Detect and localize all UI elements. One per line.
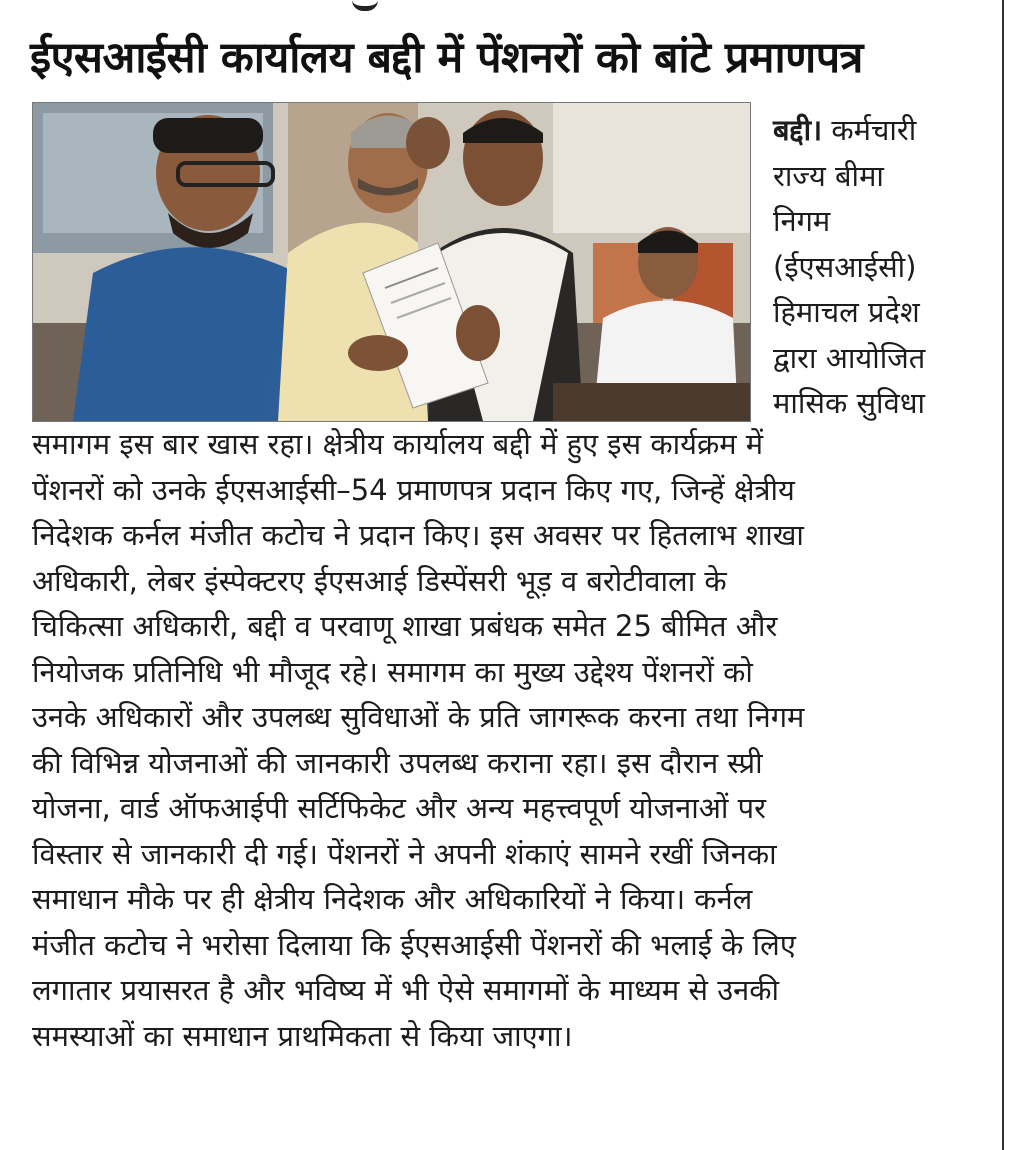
side-line: (ईएसआईसी) xyxy=(773,249,917,284)
column-rule xyxy=(1002,0,1004,1150)
body-line: नियोजक प्रतिनिधि भी मौजूद रहे। समागम का मुख्य उद्देश्य पेंशनरों को xyxy=(32,654,753,689)
body-line: विस्तार से जानकारी दी गई। पेंशनरों ने अपनी शंकाएं सामने रखीं जिनका xyxy=(32,836,777,871)
body-line: निदेशक कर्नल मंजीत कटोच ने प्रदान किए। इस अवसर पर हितलाभ शाखा xyxy=(32,518,804,552)
side-line: हिमाचल प्रदेश xyxy=(773,295,920,329)
headline: ईएसआईसी कार्यालय बद्दी में पेंशनरों को बांटे प्रमाणपत्र xyxy=(30,33,863,83)
body-line: समस्याओं का समाधान प्राथमिकता से किया जाएगा। xyxy=(32,1018,573,1053)
side-line xyxy=(773,108,993,154)
article-side-column xyxy=(773,108,993,427)
body-line: लगातार प्रयासरत है और भविष्य में भी ऐसे समागमों के माध्यम से उनकी xyxy=(32,973,779,1007)
body-line: समागम इस बार खास रहा। क्षेत्रीय कार्यालय बद्दी में हुए इस कार्यक्रम में xyxy=(32,427,764,461)
side-line: निगम xyxy=(773,204,831,238)
body-line: उनके अधिकारों और उपलब्ध सुविधाओं के प्रति जागरूक करना तथा निगम xyxy=(32,700,805,734)
side-line: राज्य बीमा xyxy=(773,158,884,193)
body-line: पेंशनरों को उनके ईएसआईसी–54 प्रमाणपत्र प्रदान किए गए, जिन्हें क्षेत्रीय xyxy=(32,472,795,507)
body-line: समाधान मौके पर ही क्षेत्रीय निदेशक और अधिकारियों ने किया। कर्नल xyxy=(32,882,753,916)
body-line: मंजीत कटोच ने भरोसा दिलाया कि ईएसआईसी पेंशनरों की भलाई के लिए xyxy=(32,927,796,962)
dateline: बद्दी। xyxy=(773,113,823,147)
side-line-text: कर्मचारी xyxy=(831,113,917,147)
body-line: योजना, वार्ड ऑफआईपी सर्टिफिकेट और अन्य महत्त्वपूर्ण योजनाओं पर xyxy=(32,791,766,825)
award-ceremony-photo-illustration xyxy=(33,103,750,421)
side-line: द्वारा आयोजित xyxy=(773,340,926,375)
top-edge-fragment xyxy=(352,0,378,11)
side-line: मासिक सुविधा xyxy=(773,386,926,420)
body-line: चिकित्सा अधिकारी, बद्दी व परवाणू शाखा प्रबंधक समेत 25 बीमित और xyxy=(32,609,778,643)
news-photo xyxy=(32,102,751,422)
body-line: अधिकारी, लेबर इंस्पेक्टरए ईएसआई डिस्पेंसरी भूड़ व बरोटीवाला के xyxy=(32,563,727,598)
body-line: की विभिन्न योजनाओं की जानकारी उपलब्ध कराना रहा। इस दौरान स्प्री xyxy=(32,745,763,780)
article-body xyxy=(32,422,997,1059)
